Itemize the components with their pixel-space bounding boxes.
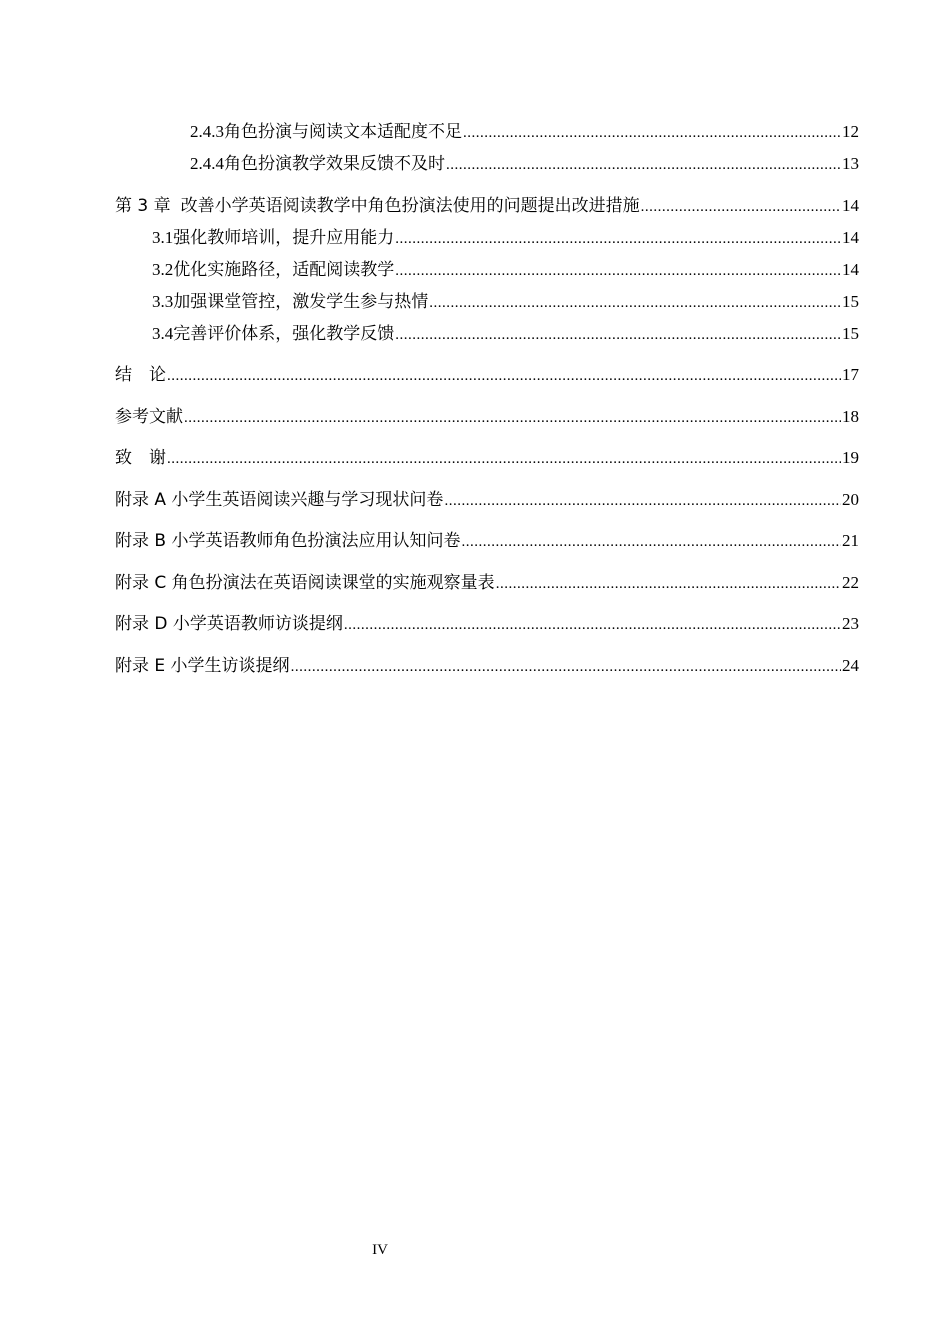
toc-entry-page: 14	[842, 196, 859, 215]
toc-entry-page: 23	[842, 614, 859, 633]
toc-entry[interactable]	[190, 153, 859, 176]
toc-entry-title: 改善小学英语阅读教学中角色扮演法使用的问题提出改进措施	[180, 196, 640, 216]
toc-entry[interactable]	[152, 323, 859, 346]
toc-entry[interactable]	[115, 195, 859, 218]
toc-dot-leader	[444, 490, 841, 512]
toc-entry-page: 24	[842, 656, 859, 675]
toc-entry-page: 20	[842, 490, 859, 509]
toc-entry-title: 附录 C 角色扮演法在英语阅读课堂的实施观察量表	[115, 573, 495, 593]
toc-dot-leader	[461, 531, 841, 553]
toc-entry-page: 14	[842, 228, 859, 247]
toc-dot-leader	[291, 656, 841, 678]
toc-entry-page: 19	[842, 448, 859, 467]
toc-entry-title: 加强课堂管控，激发学生参与热情	[173, 292, 429, 312]
toc-entry[interactable]	[115, 489, 859, 512]
toc-entry-title: 附录 B 小学英语教师角色扮演法应用认知问卷	[115, 531, 461, 551]
toc-entry-number: 3.3	[152, 292, 174, 311]
toc-entry-title: 附录 D 小学英语教师访谈提纲	[115, 614, 343, 634]
toc-entry-page: 13	[842, 154, 859, 173]
toc-dot-leader	[395, 324, 841, 346]
toc-dot-leader	[167, 365, 841, 387]
toc-entry-number: 3.1	[152, 228, 174, 247]
toc-dot-leader	[641, 196, 841, 218]
toc-entry-number: 3.4	[152, 324, 174, 343]
toc-entry-page: 22	[842, 573, 859, 592]
toc-dot-leader	[184, 407, 841, 429]
page-number: IV	[372, 1242, 388, 1258]
toc-dot-leader	[167, 448, 841, 470]
toc-entry-number: 第 3 章	[115, 196, 171, 216]
toc-dot-leader	[446, 154, 841, 176]
toc-entry-page: 18	[842, 407, 859, 426]
toc-entry-title: 参考文献	[115, 407, 183, 427]
toc-entry-page: 12	[842, 122, 859, 141]
toc-entry[interactable]	[190, 121, 859, 144]
toc-entry-page: 14	[842, 260, 859, 279]
toc-entry[interactable]	[152, 291, 859, 314]
toc-entry-title: 致 谢	[115, 448, 166, 468]
toc-entry[interactable]	[115, 530, 859, 553]
toc-entry[interactable]	[115, 613, 859, 636]
toc-entry[interactable]	[152, 259, 859, 282]
toc-entry-page: 15	[842, 324, 859, 343]
toc-entry-title: 强化教师培训，提升应用能力	[173, 228, 395, 248]
toc-entry-title: 附录 A 小学生英语阅读兴趣与学习现状问卷	[115, 490, 444, 510]
toc-entry-number: 3.2	[152, 260, 174, 279]
toc-dot-leader	[496, 573, 841, 595]
toc-dot-leader	[429, 292, 841, 314]
toc-entry-title: 完善评价体系，强化教学反馈	[173, 324, 395, 344]
toc-entry[interactable]	[115, 364, 859, 387]
toc-entry[interactable]	[115, 406, 859, 429]
toc-entry-page: 21	[842, 531, 859, 550]
toc-entry-page: 17	[842, 365, 859, 384]
toc-dot-leader	[463, 122, 841, 144]
toc-dot-leader	[395, 260, 841, 282]
toc-entry-title: 结 论	[115, 365, 166, 385]
toc-entry[interactable]	[115, 655, 859, 678]
toc-entry-number: 2.4.4	[190, 154, 224, 173]
toc-entry[interactable]	[115, 447, 859, 470]
toc-dot-leader	[344, 614, 841, 636]
toc-entry-page: 15	[842, 292, 859, 311]
toc-dot-leader	[395, 228, 841, 250]
toc-entry-number: 2.4.3	[190, 122, 224, 141]
toc-entry[interactable]	[152, 227, 859, 250]
toc-entry-title: 角色扮演教学效果反馈不及时	[224, 154, 445, 174]
toc-entry-title: 角色扮演与阅读文本适配度不足	[224, 122, 462, 142]
toc-entry[interactable]	[115, 572, 859, 595]
toc-entry-title: 优化实施路径，适配阅读教学	[173, 260, 395, 280]
toc-entry-title: 附录 E 小学生访谈提纲	[115, 656, 290, 676]
